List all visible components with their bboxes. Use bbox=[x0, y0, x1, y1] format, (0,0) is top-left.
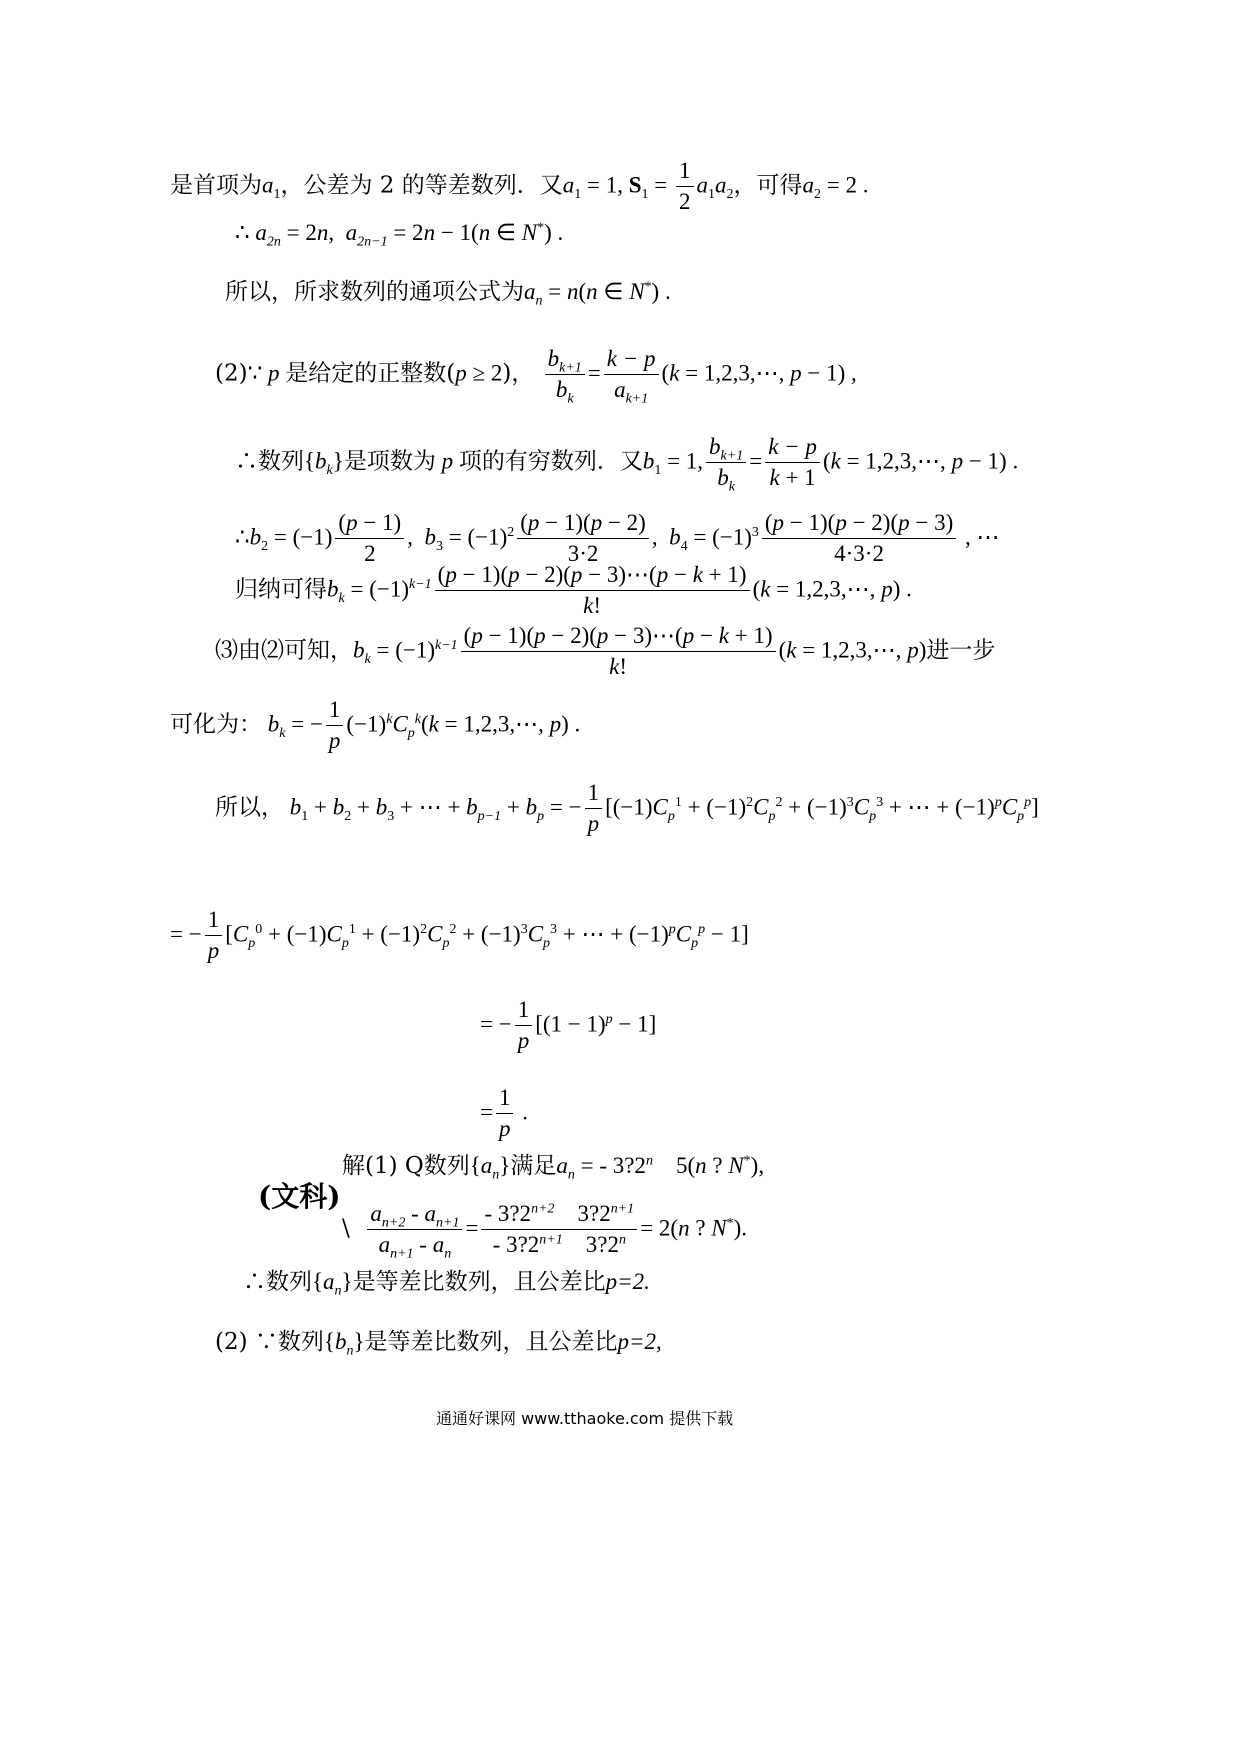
text-line-4: (2)∵ p 是给定的正整数(p ≥ 2)， $\frac{b_{k+1}}{b_k}$ = $\frac{k - p}{a_{k+1}}$ (k = 1,2,3,⋯, p − 1) , bbox=[215, 346, 857, 407]
text-line-12: = − $\frac{1}{p}$ $[(1 - 1)^p - 1]$ bbox=[480, 995, 656, 1056]
fraction: $\frac{(p - 1)(p - 2)(p - 3)\cdots(p - k + 1)}{k!}$ bbox=[435, 560, 750, 621]
fraction: $\frac{1}{p}$ bbox=[326, 695, 344, 756]
wenke-label: (文科) bbox=[258, 1180, 341, 1213]
text-line-10: 所以， $b_1 + b_2 + b_3$ + ⋯ + $b_{p-1} + b_p$ = − $\frac{1}{p}$ [$(-1)C_p^1 + (-1)^2C_p^2 + (-1)^3C_p^3$ + ⋯ + $(-1)^pC_p^p$] bbox=[215, 778, 1039, 839]
text-line-2: ∴ $a_{2n} = 2n$, $a_{2n-1} = 2n - 1(n$ ∈ N*) . bbox=[235, 220, 564, 250]
fraction: $\frac{a_{n+2} - a_{n+1}}{a_{n+1} - a_n}$ bbox=[367, 1199, 462, 1260]
fraction: $\frac{b_{k+1}}{b_k}$ bbox=[545, 344, 585, 405]
fraction: $\frac{1}{p}$ bbox=[496, 1083, 514, 1144]
fraction: $\frac{(p - 1)(p - 2)(p - 3)}{4\cdot 3\cdot 2}$ bbox=[762, 508, 956, 569]
fraction: $\frac{(p - 1)(p - 2)}{3\cdot 2}$ bbox=[517, 508, 649, 569]
fraction: $\frac{(p - 1)}{2}$ bbox=[335, 508, 404, 569]
fraction: $\frac{k - p}{k + 1}$ bbox=[765, 432, 820, 493]
wenke-line-2: \ $\frac{a_{n+2} - a_{n+1}}{a_{n+1} - a_n}$ = $\frac{- 3?2^{n+2} 3?2^{n+1}}{- 3?2^{n+1} 3?2^n}$ = 2(n ? N*). bbox=[342, 1201, 748, 1262]
fraction: $\frac{b_{k+1}}{b_k}$ bbox=[706, 432, 746, 493]
fraction: $\frac{1}{p}$ bbox=[585, 778, 603, 839]
footer-text: 通通好课网 www.tthaoke.com 提供下载 bbox=[436, 1409, 734, 1428]
fraction: $\frac{1}{2}$ bbox=[676, 156, 694, 217]
fraction: $\frac{1}{p}$ bbox=[515, 995, 533, 1056]
text-line-11: = − $\frac{1}{p}$ [$C_p^0 + (-1)C_p^1 + (-1)^2C_p^2 + (-1)^3C_p^3$ + ⋯ + $(-1)^pC_p^p - 1$] bbox=[170, 905, 749, 966]
fraction: $\frac{- 3?2^{n+2} 3?2^{n+1}}{- 3?2^{n+1} 3?2^n}$ bbox=[481, 1199, 637, 1260]
text-line-5: ∴数列$\{b_k\}$是项数为 p 项的有穷数列．又$b_1 = 1$, $\frac{b_{k+1}}{b_k}$ = $\frac{k - p}{k + 1}$ (k = 1,2,3,⋯, p − 1) . bbox=[235, 434, 1019, 495]
text-line-13: = $\frac{1}{p}$ . bbox=[480, 1083, 528, 1144]
text-line-1: 是首项为$a_1$，公差为 2 的等差数列．又$a_1 = 1$, $S_1$ = $\frac{1}{2}$ $a_1a_2$，可得$a_2 = 2$ . bbox=[170, 156, 869, 217]
wenke-line-1: 解(1) Q数列$\{a_n\}$满足$a_n$ = - 3?2$^n$ 5(n ? N*), bbox=[342, 1153, 765, 1183]
fraction: $\frac{1}{p}$ bbox=[205, 905, 223, 966]
fraction: $\frac{k - p}{a_{k+1}}$ bbox=[604, 344, 659, 405]
text-line-8: ⑶由⑵可知，$b_k = (-1)^{k-1}$ $\frac{(p - 1)(p - 2)(p - 3)\cdots(p - k + 1)}{k!}$ (k = 1,2,3,⋯, p)进一步 bbox=[215, 621, 995, 682]
text-line-7: 归纳可得$b_k = (-1)^{k-1}$ $\frac{(p - 1)(p - 2)(p - 3)\cdots(p - k + 1)}{k!}$ (k = 1,2,3,⋯, p) . bbox=[235, 560, 912, 621]
text-line-9: 可化为： $b_k$ = − $\frac{1}{p}$ $(-1)^kC_p^k(k$ = 1,2,3,⋯, p) . bbox=[170, 695, 580, 756]
wenke-line-3: ∴数列$\{a_n\}$是等差比数列，且公差比p=2. bbox=[243, 1269, 650, 1299]
fraction: $\frac{(p - 1)(p - 2)(p - 3)\cdots(p - k + 1)}{k!}$ bbox=[461, 621, 776, 682]
text-line-3: 所以，所求数列的通项公式为$a_n = n(n$ ∈ N*) . bbox=[225, 279, 671, 309]
wenke-line-4: (2) ∵数列$\{b_n\}$是等差比数列，且公差比p=2, bbox=[215, 1329, 662, 1359]
text-line-6: $\therefore b_2 = (-1)$ $\frac{(p - 1)}{2}$ , $b_3 = (-1)^2$ $\frac{(p - 1)(p - 2)}{3\cdot 2}$ , $b_4 = (-1)^3$ $\frac{(p - 1)(p - 2)(p - 3)}{4\cdot 3\cdot 2}$ , ⋯ bbox=[235, 508, 1000, 569]
